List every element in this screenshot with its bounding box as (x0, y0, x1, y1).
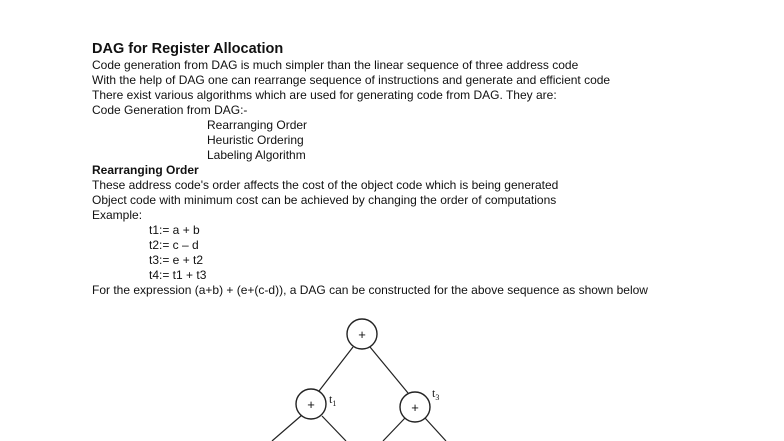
dag-edge-root-left (319, 347, 353, 391)
intro-line-4: Code Generation from DAG:- (92, 103, 248, 117)
dag-tag-t3-sub: 3 (435, 393, 440, 402)
closing-line: For the expression (a+b) + (e+(c-d)), a DAG can be constructed for the above sequence as shown below (92, 283, 648, 297)
dag-edge-left-down-left (272, 415, 302, 441)
dag-edge-root-right (370, 347, 408, 393)
algorithm-item: Heuristic Ordering (207, 133, 304, 147)
intro-line-3: There exist various algorithms which are used for generating code from DAG. They are: (92, 88, 557, 102)
dag-node-root-label: + (358, 327, 366, 342)
intro-line-1: Code generation from DAG is much simpler than the linear sequence of three address code (92, 58, 579, 72)
code-line: t1:= a + b (149, 223, 200, 237)
section-line-2: Object code with minimum cost can be achieved by changing the order of computations (92, 193, 557, 207)
dag-tag-t1 (329, 392, 336, 408)
dag-tag-t1-letter: t (329, 392, 333, 406)
dag-tag-t3 (432, 386, 439, 402)
intro-line-2: With the help of DAG one can rearrange sequence of instructions and generate and efficient code (92, 73, 611, 87)
dag-edge-right-down-left (383, 418, 405, 441)
code-line: t4:= t1 + t3 (149, 268, 207, 282)
algorithm-item: Rearranging Order (207, 118, 308, 132)
dag-node-left-label: + (307, 397, 315, 412)
code-line: t2:= c – d (149, 238, 199, 252)
section-line-3: Example: (92, 208, 143, 222)
dag-tag-t3-letter: t (432, 386, 436, 400)
document-title: DAG for Register Allocation (92, 41, 284, 57)
section-line-1: These address code's order affects the cost of the object code which is being generated (92, 178, 559, 192)
dag-tag-t1-sub: 1 (332, 399, 337, 408)
algorithm-item: Labeling Algorithm (207, 148, 306, 162)
dag-edge-right-down-right (425, 418, 446, 441)
dag-edge-left-down-right (322, 416, 346, 441)
section-heading: Rearranging Order (92, 163, 199, 177)
code-line: t3:= e + t2 (149, 253, 204, 267)
dag-node-right-label: + (411, 400, 419, 415)
